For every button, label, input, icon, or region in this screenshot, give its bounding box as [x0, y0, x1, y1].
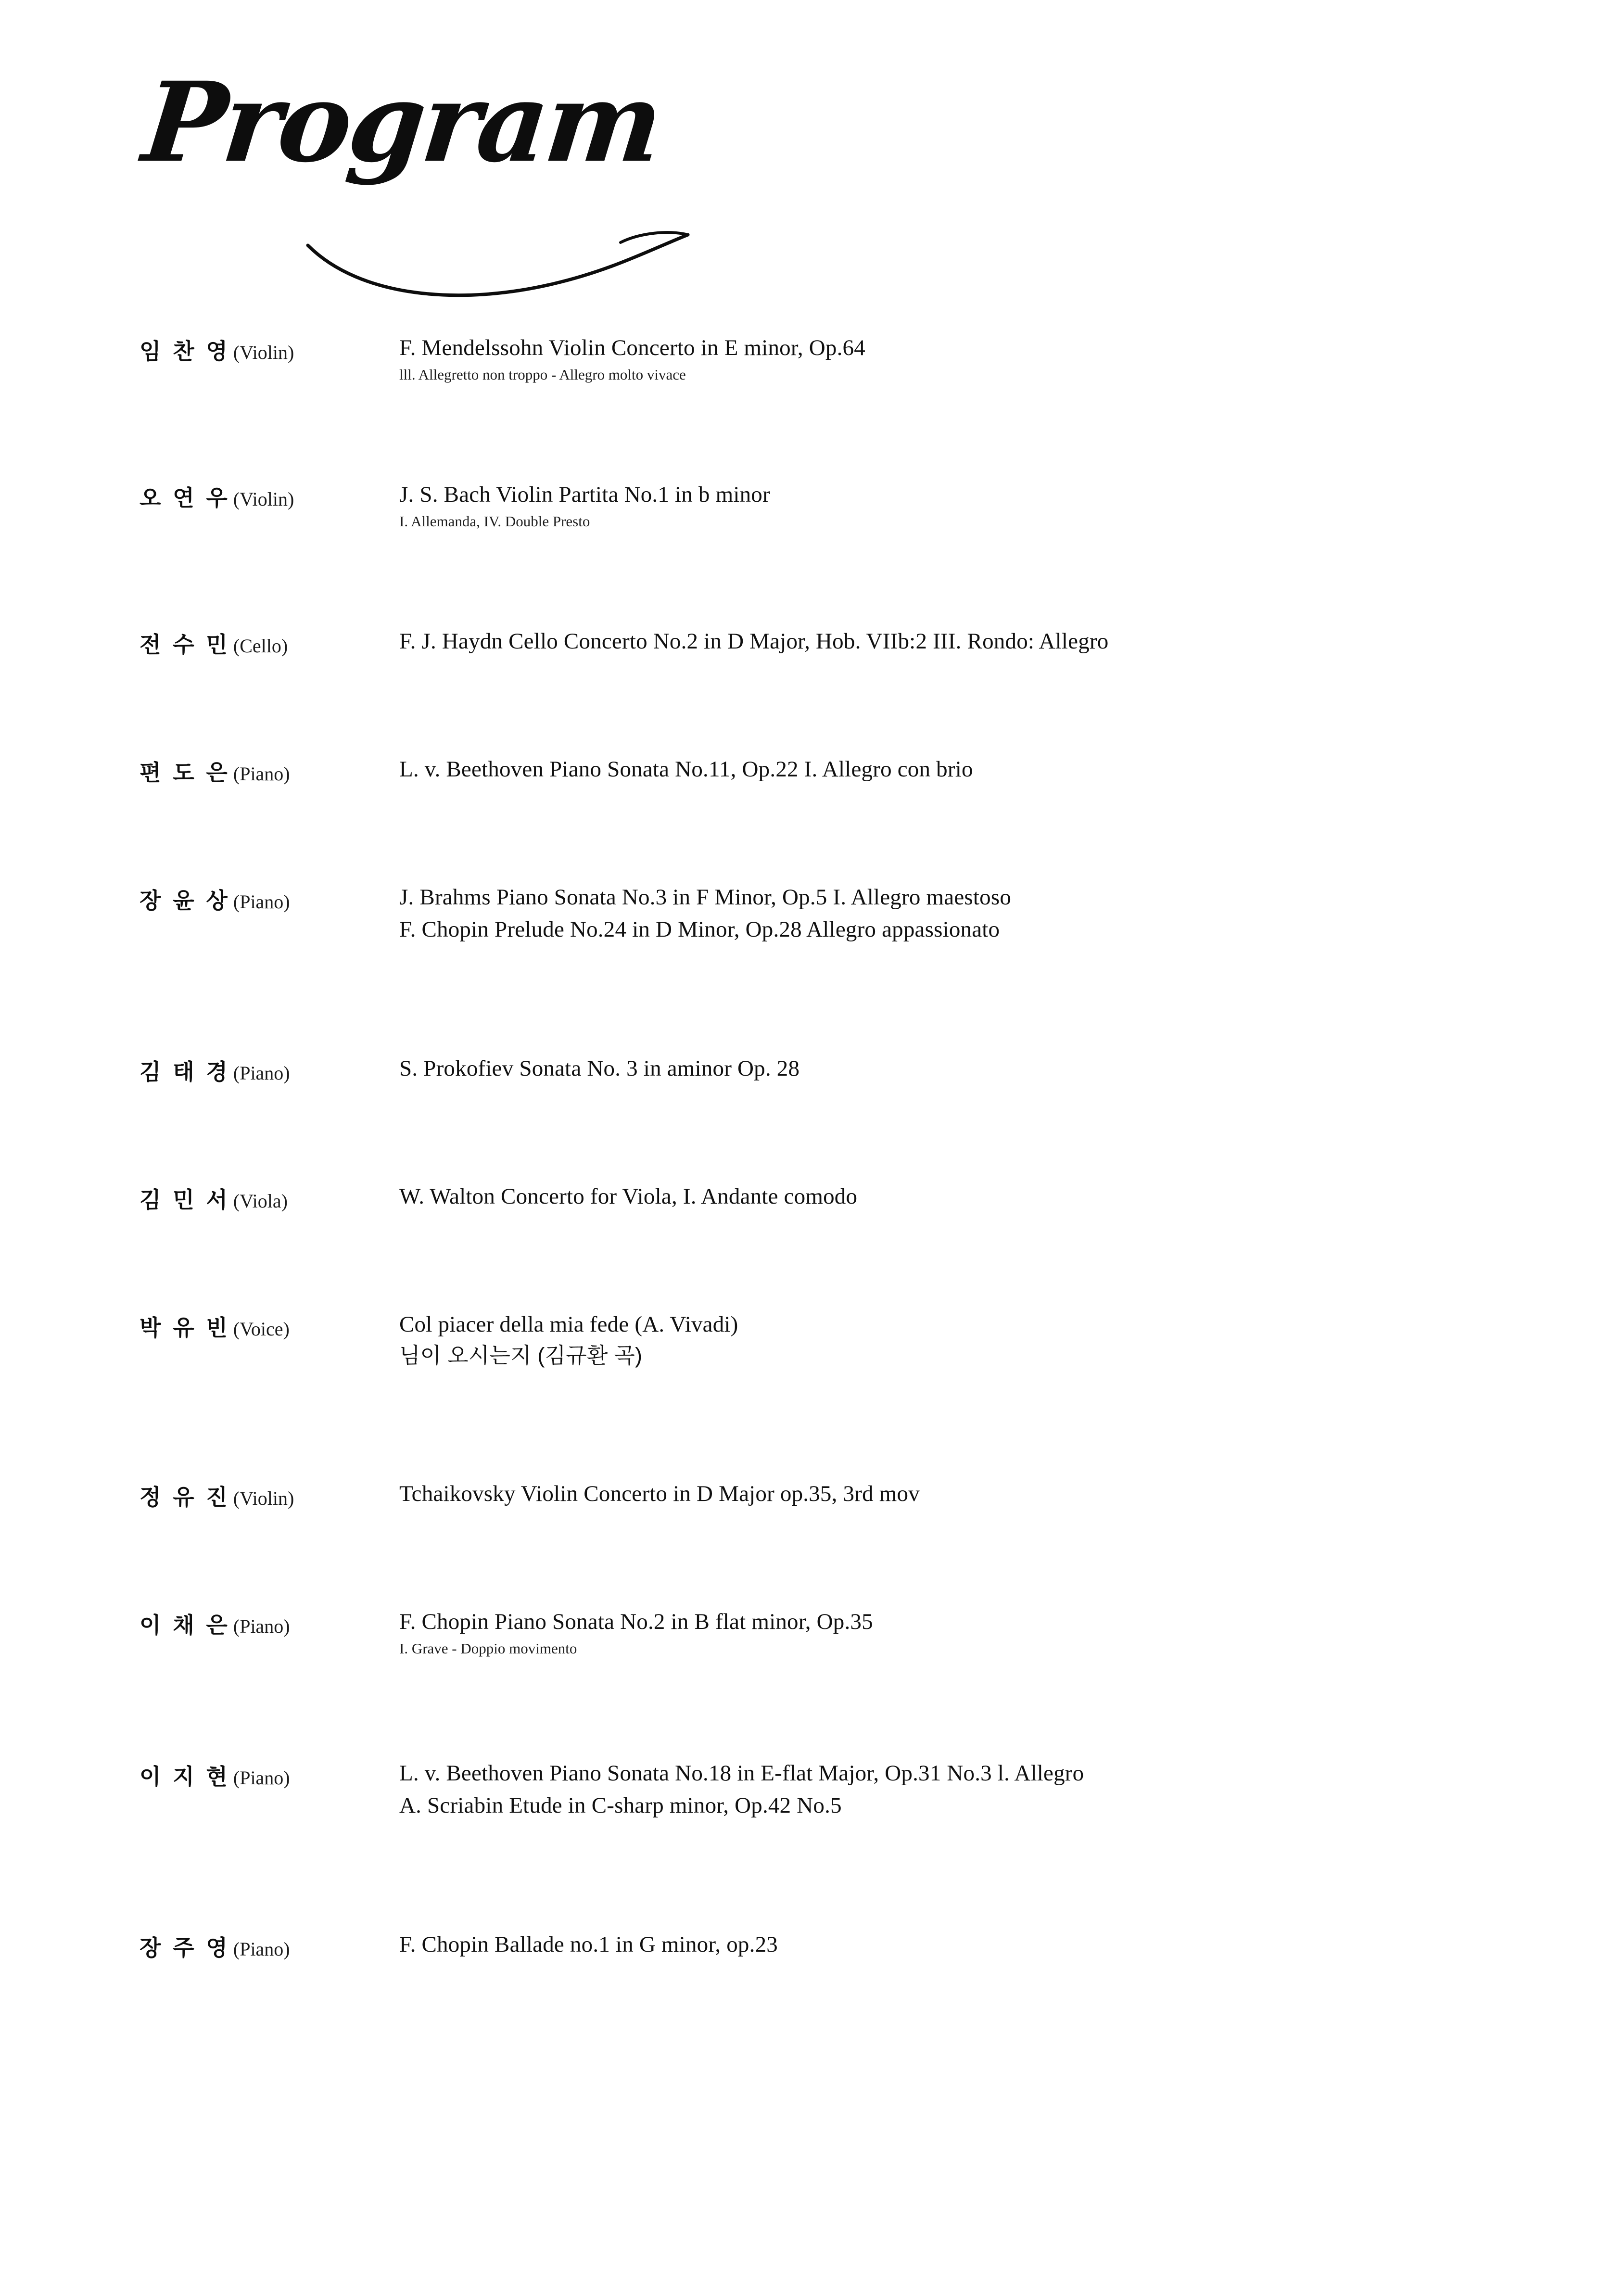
performer: [140, 1929, 399, 1962]
work-block: [399, 753, 1624, 786]
work-title: Tchaikovsky Violin Concerto in D Major op.35, 3rd mov: [399, 1481, 920, 1507]
performer: [140, 479, 399, 512]
work-title: S. Prokofiev Sonata No. 3 in aminor Op. 28: [399, 1055, 800, 1081]
performer: [140, 625, 399, 659]
program-entry: [0, 1478, 1624, 1512]
performer-instrument: (Cello): [233, 635, 288, 657]
work-title: J. S. Bach Violin Partita No.1 in b minor: [399, 482, 770, 508]
program-entry: [0, 881, 1624, 945]
performer-instrument: (Piano): [233, 763, 290, 785]
work-block: [399, 1478, 1624, 1510]
program-entry: [0, 753, 1624, 787]
work-title: L. v. Beethoven Piano Sonata No.18 in E-flat Major, Op.31 No.3 l. Allegro: [399, 1761, 1084, 1786]
title-swash-decoration: [303, 226, 707, 308]
program-entry: [0, 332, 1624, 384]
performer-instrument: (Piano): [233, 1938, 290, 1960]
work-title: F. J. Haydn Cello Concerto No.2 in D Major, Hob. VIIb:2 III. Rondo: Allegro: [399, 629, 1109, 654]
work-title: F. Mendelssohn Violin Concerto in E minor, Op.64: [399, 335, 865, 360]
program-entry: [0, 1181, 1624, 1214]
performer-instrument: (Violin): [233, 488, 294, 510]
performer: [140, 753, 399, 787]
performer-instrument: (Piano): [233, 1767, 290, 1789]
performer-name: 장 주 영: [140, 1935, 230, 1960]
work-title: F. Chopin Ballade no.1 in G minor, op.23: [399, 1931, 778, 1957]
work-title: Col piacer della mia fede (A. Vivadi): [399, 1311, 738, 1337]
work-movements: lll. Allegretto non troppo - Allegro molto vivace: [399, 366, 686, 383]
program-entry: [0, 625, 1624, 659]
performer-name: 이 지 현: [140, 1764, 230, 1790]
work-title: L. v. Beethoven Piano Sonata No.11, Op.22 I. Allegro con brio: [399, 757, 973, 782]
title-block: [137, 58, 914, 260]
performer: [140, 1309, 399, 1342]
performer-name: 임 찬 영: [140, 339, 230, 364]
work-title: J. Brahms Piano Sonata No.3 in F Minor, Op.5 I. Allegro maestoso: [399, 885, 1012, 910]
work-movements: I. Allemanda, IV. Double Presto: [399, 512, 590, 530]
work-block: [399, 1929, 1624, 1961]
performer-name: 이 채 은: [140, 1613, 230, 1638]
performer-name: 김 태 경: [140, 1059, 230, 1084]
work-title: W. Walton Concerto for Viola, I. Andante comodo: [399, 1183, 858, 1209]
work-block: [399, 479, 1624, 531]
program-entry: [0, 1309, 1624, 1372]
performer: [140, 1053, 399, 1086]
work-block: [399, 1757, 1624, 1821]
program-entry-list: [0, 332, 1624, 2057]
performer-instrument: (Violin): [233, 1487, 294, 1510]
work-block: [399, 1053, 1624, 1085]
work-block: [399, 625, 1624, 658]
performer-instrument: (Piano): [233, 1062, 290, 1084]
work-block: [399, 881, 1624, 945]
performer-name: 박 유 빈: [140, 1315, 230, 1340]
performer: [140, 1757, 399, 1791]
performer-name: 장 윤 상: [140, 888, 230, 914]
work-title: 님이 오시는지 (김규환 곡): [399, 1343, 643, 1368]
performer: [140, 1181, 399, 1214]
work-title: A. Scriabin Etude in C-sharp minor, Op.42 No.5: [399, 1792, 842, 1818]
performer-name: 정 유 진: [140, 1485, 230, 1510]
work-block: [399, 332, 1624, 384]
page-title: Program: [137, 58, 666, 187]
work-title: F. Chopin Piano Sonata No.2 in B flat minor, Op.35: [399, 1609, 873, 1635]
performer: [140, 1606, 399, 1639]
performer-instrument: (Violin): [233, 342, 294, 363]
performer-name: 오 연 우: [140, 485, 230, 511]
program-entry: [0, 1606, 1624, 1658]
program-entry: [0, 1053, 1624, 1086]
performer: [140, 1478, 399, 1512]
performer: [140, 332, 399, 366]
work-title: F. Chopin Prelude No.24 in D Minor, Op.28 Allegro appassionato: [399, 916, 1000, 942]
work-movements: I. Grave - Doppio movimento: [399, 1639, 577, 1657]
program-entry: [0, 1757, 1624, 1821]
performer-name: 전 수 민: [140, 632, 230, 658]
program-entry: [0, 1929, 1624, 1962]
performer-instrument: (Voice): [233, 1318, 290, 1340]
performer-name: 편 도 은: [140, 760, 230, 786]
performer-name: 김 민 서: [140, 1187, 230, 1212]
performer-instrument: (Piano): [233, 891, 290, 913]
work-block: [399, 1606, 1624, 1658]
work-block: [399, 1309, 1624, 1372]
work-block: [399, 1181, 1624, 1213]
performer-instrument: (Piano): [233, 1615, 290, 1638]
program-entry: [0, 479, 1624, 531]
performer: [140, 881, 399, 915]
performer-instrument: (Viola): [233, 1190, 288, 1212]
